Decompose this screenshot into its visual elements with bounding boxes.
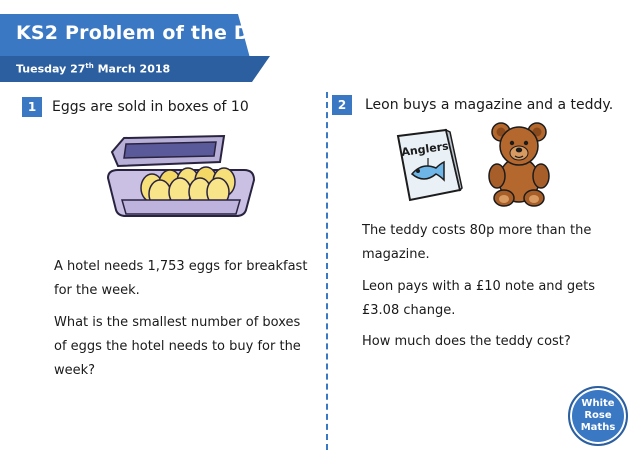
logo-line-3: Maths xyxy=(580,422,616,433)
question-1-paragraph-1: A hotel needs 1,753 eggs for breakfast for the week. xyxy=(54,259,308,298)
egg-box-icon xyxy=(104,134,258,218)
white-rose-maths-logo xyxy=(568,386,628,446)
question-2-paragraph-2: Leon pays with a £10 note and gets £3.08 change. xyxy=(362,279,596,318)
question-1-paragraph-2: What is the smallest number of boxes of eggs the hotel needs to buy for the week? xyxy=(54,315,301,378)
question-2-heading: Leon buys a magazine and a teddy. xyxy=(365,97,614,113)
question-2-paragraph-1: The teddy costs 80p more than the magazine. xyxy=(362,223,592,262)
magazine-title: Anglers xyxy=(400,139,450,159)
date-label: Tuesday 27th March 2018 xyxy=(16,62,171,76)
question-2-number: 2 xyxy=(332,95,352,115)
question-1-number: 1 xyxy=(22,97,42,117)
logo-line-2: Rose xyxy=(584,410,612,421)
logo-line-1: White xyxy=(581,398,615,409)
magazine-icon xyxy=(388,128,468,208)
column-divider xyxy=(326,92,328,450)
question-1-heading: Eggs are sold in boxes of 10 xyxy=(52,99,249,115)
teddy-bear-icon xyxy=(484,118,554,208)
page-title: KS2 Problem of the Day xyxy=(16,22,275,44)
question-2-paragraph-3: How much does the teddy cost? xyxy=(362,334,571,349)
